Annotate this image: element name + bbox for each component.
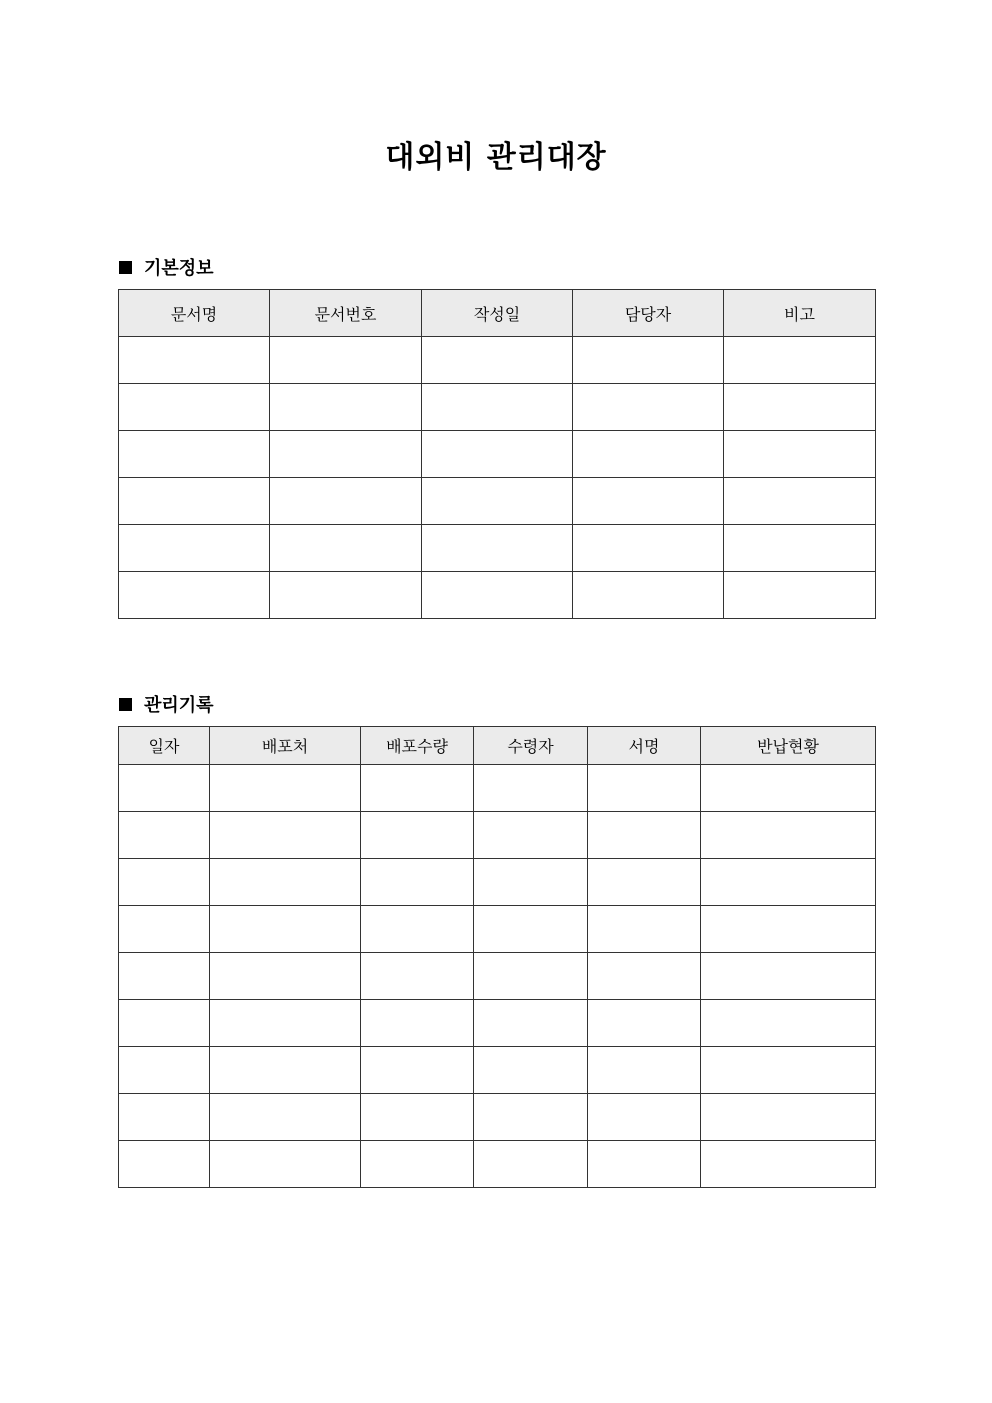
basic-info-cell[interactable] [724,384,876,431]
management-record-cell[interactable] [210,1047,361,1094]
management-record-cell[interactable] [361,1000,474,1047]
page-title: 대외비 관리대장 [385,140,607,175]
management-record-cell[interactable] [588,765,701,812]
basic-info-cell[interactable] [724,478,876,525]
basic-info-cell[interactable] [422,431,573,478]
management-record-cell[interactable] [210,1094,361,1141]
table-row [119,478,876,525]
management-record-cell[interactable] [210,859,361,906]
basic-info-column-header: 비고 [724,290,876,337]
management-record-cell[interactable] [210,906,361,953]
table-row [119,859,876,906]
table-row [119,1141,876,1188]
management-record-cell[interactable] [588,906,701,953]
management-record-cell[interactable] [474,1141,588,1188]
management-record-cell[interactable] [588,812,701,859]
management-record-cell[interactable] [474,765,588,812]
management-record-cell[interactable] [119,1141,210,1188]
management-record-cell[interactable] [701,1000,876,1047]
square-bullet-icon [119,698,132,711]
management-record-cell[interactable] [588,1047,701,1094]
table-row [119,572,876,619]
management-record-cell[interactable] [701,1094,876,1141]
management-record-cell[interactable] [119,953,210,1000]
management-record-cell[interactable] [701,1047,876,1094]
basic-info-column-header: 문서명 [119,290,270,337]
management-record-header-row [119,727,876,765]
table-row [119,1047,876,1094]
basic-info-cell[interactable] [270,384,422,431]
management-record-cell[interactable] [119,1094,210,1141]
management-record-cell[interactable] [701,906,876,953]
basic-info-cell[interactable] [573,572,724,619]
management-record-cell[interactable] [701,765,876,812]
table-row [119,765,876,812]
basic-info-cell[interactable] [422,337,573,384]
management-record-cell[interactable] [474,1094,588,1141]
management-record-cell[interactable] [474,1000,588,1047]
basic-info-cell[interactable] [270,525,422,572]
management-record-cell[interactable] [474,906,588,953]
management-record-cell[interactable] [210,1000,361,1047]
management-record-heading-label: 관리기록 [144,695,214,716]
table-row [119,812,876,859]
management-record-cell[interactable] [119,1000,210,1047]
management-record-cell[interactable] [361,812,474,859]
basic-info-cell[interactable] [573,431,724,478]
management-record-column-header: 수령자 [474,727,588,765]
management-record-cell[interactable] [474,812,588,859]
management-record-column-header: 서명 [588,727,701,765]
management-record-cell[interactable] [588,1094,701,1141]
management-record-cell[interactable] [588,1141,701,1188]
management-record-table [118,726,876,1188]
basic-info-heading [119,254,214,280]
table-row [119,337,876,384]
management-record-heading [119,691,214,717]
management-record-cell[interactable] [119,812,210,859]
basic-info-cell[interactable] [119,478,270,525]
table-row [119,384,876,431]
management-record-cell[interactable] [210,953,361,1000]
basic-info-table [118,289,876,619]
management-record-cell[interactable] [119,765,210,812]
management-record-column-header: 배포처 [210,727,361,765]
basic-info-cell[interactable] [422,572,573,619]
basic-info-cell[interactable] [119,431,270,478]
basic-info-cell[interactable] [724,431,876,478]
table-row [119,525,876,572]
basic-info-heading-label: 기본정보 [144,258,214,279]
table-row [119,1094,876,1141]
basic-info-cell[interactable] [119,384,270,431]
management-record-cell[interactable] [361,765,474,812]
management-record-cell[interactable] [361,953,474,1000]
basic-info-cell[interactable] [724,337,876,384]
square-bullet-icon [119,261,132,274]
basic-info-cell[interactable] [119,572,270,619]
management-record-cell[interactable] [701,812,876,859]
basic-info-cell[interactable] [270,431,422,478]
basic-info-cell[interactable] [119,525,270,572]
basic-info-cell[interactable] [422,478,573,525]
management-record-cell[interactable] [588,859,701,906]
management-record-cell[interactable] [701,1141,876,1188]
basic-info-cell[interactable] [270,337,422,384]
management-record-cell[interactable] [474,859,588,906]
management-record-cell[interactable] [361,1094,474,1141]
basic-info-cell[interactable] [724,572,876,619]
management-record-column-header: 배포수량 [361,727,474,765]
basic-info-cell[interactable] [573,337,724,384]
basic-info-cell[interactable] [422,525,573,572]
management-record-cell[interactable] [210,1141,361,1188]
table-row [119,906,876,953]
management-record-cell[interactable] [588,1000,701,1047]
basic-info-column-header: 문서번호 [270,290,422,337]
management-record-cell[interactable] [119,859,210,906]
table-row [119,1000,876,1047]
table-row [119,431,876,478]
management-record-cell[interactable] [701,859,876,906]
basic-info-cell[interactable] [573,525,724,572]
management-record-column-header: 반납현황 [701,727,876,765]
management-record-cell[interactable] [588,953,701,1000]
basic-info-cell[interactable] [573,384,724,431]
management-record-cell[interactable] [210,765,361,812]
basic-info-cell[interactable] [270,572,422,619]
basic-info-cell[interactable] [270,478,422,525]
management-record-column-header: 일자 [119,727,210,765]
basic-info-cell[interactable] [119,337,270,384]
management-record-cell[interactable] [210,812,361,859]
management-record-cell[interactable] [361,1047,474,1094]
basic-info-cell[interactable] [724,525,876,572]
basic-info-cell[interactable] [573,478,724,525]
management-record-cell[interactable] [361,906,474,953]
management-record-cell[interactable] [119,1047,210,1094]
management-record-cell[interactable] [361,859,474,906]
management-record-cell[interactable] [361,1141,474,1188]
basic-info-column-header: 작성일 [422,290,573,337]
management-record-cell[interactable] [701,953,876,1000]
management-record-cell[interactable] [474,1047,588,1094]
basic-info-cell[interactable] [422,384,573,431]
basic-info-column-header: 담당자 [573,290,724,337]
management-record-cell[interactable] [119,906,210,953]
management-record-cell[interactable] [474,953,588,1000]
table-row [119,953,876,1000]
basic-info-header-row [119,290,876,337]
